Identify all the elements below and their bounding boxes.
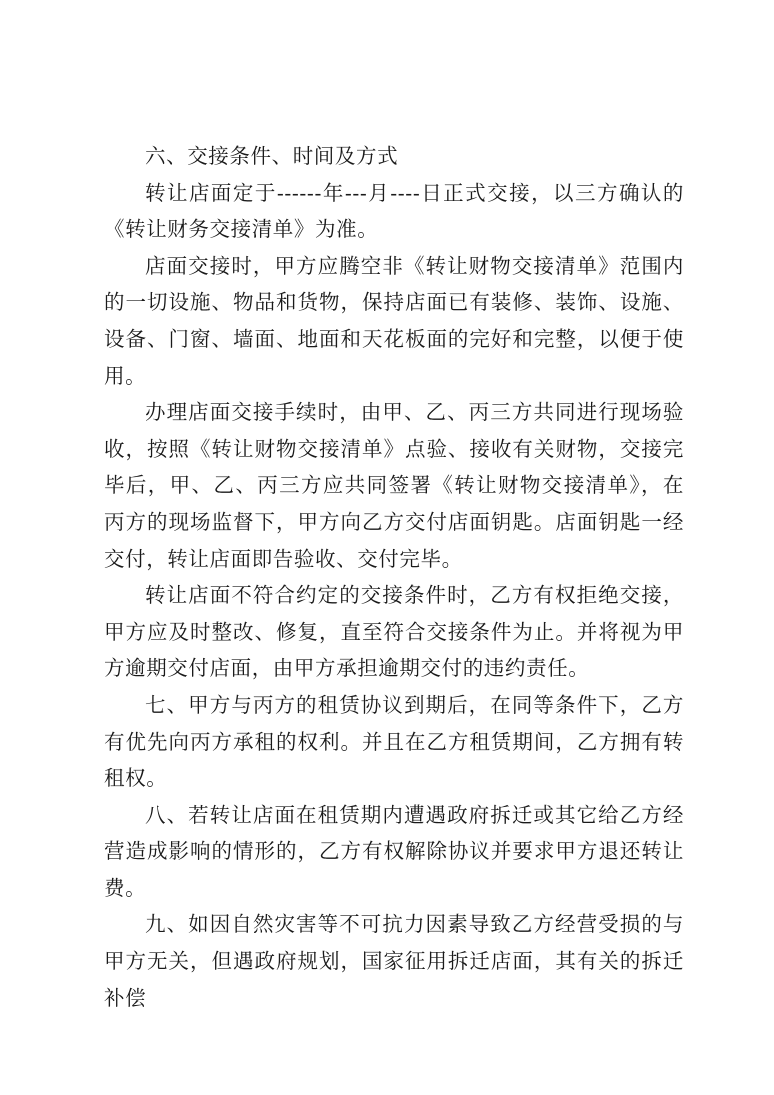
clause-seven-lease-priority: 七、甲方与丙方的租赁协议到期后，在同等条件下，乙方有优先向丙方承租的权利。并且在乙方租赁期间，乙方拥有转租权。 xyxy=(104,692,684,791)
paragraph-handover-procedure: 办理店面交接手续时，由甲、乙、丙三方共同进行现场验收，按照《转让财物交接清单》点验、接收有关财物，交接完毕后，甲、乙、丙三方应共同签署《转让财物交接清单》，在丙方的现场监督下，甲方向乙方交付店面钥匙。店面钥匙一经交付，转让店面即告验收、交付完毕。 xyxy=(104,400,684,571)
clause-eight-demolition: 八、若转让店面在租赁期内遭遇政府拆迁或其它给乙方经营造成影响的情形的，乙方有权解除协议并要求甲方退还转让费。 xyxy=(104,802,684,900)
paragraph-handover-date: 转让店面定于------年---月----日正式交接，以三方确认的《转让财务交接清单》为准。 xyxy=(104,180,684,242)
clause-nine-force-majeure: 九、如因自然灾害等不可抗力因素导致乙方经营受损的与甲方无关，但遇政府规划，国家征用拆迁店面，其有关的拆迁补偿 xyxy=(104,912,684,1010)
section-heading-handover: 六、交接条件、时间及方式 xyxy=(145,144,399,168)
paragraph-handover-vacate: 店面交接时，甲方应腾空非《转让财物交接清单》范围内的一切设施、物品和货物，保持店面已有装修、装饰、设施、设备、门窗、墙面、地面和天花板面的完好和完整，以便于使用。 xyxy=(104,253,684,388)
document-page xyxy=(104,138,684,1016)
paragraph-handover-nonconformity: 转让店面不符合约定的交接条件时，乙方有权拒绝交接，甲方应及时整改、修复，直至符合交接条件为止。并将视为甲方逾期交付店面，由甲方承担逾期交付的违约责任。 xyxy=(104,583,684,681)
